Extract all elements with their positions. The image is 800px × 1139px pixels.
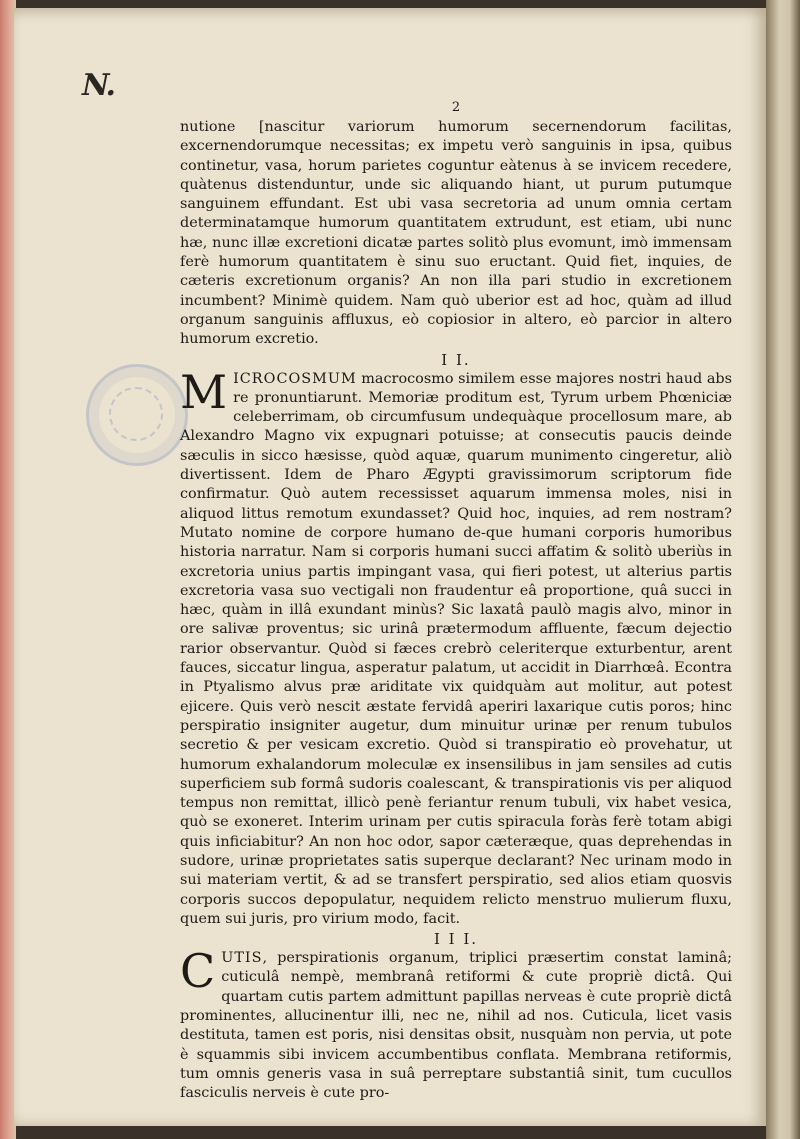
drop-cap: M bbox=[180, 364, 228, 419]
handwritten-shelf-mark: N. bbox=[82, 68, 114, 103]
lead-word: UTIS bbox=[221, 950, 263, 967]
section-heading-2: I I. bbox=[441, 350, 471, 369]
page-text bbox=[180, 100, 732, 1104]
paragraph-text: macrocosmo similem esse majores nostri haud abs re pronuntiarunt. Memoriæ proditum est, Tyrum urbem Phœniciæ celeberrimam, ob circumfusum undequàque procellosum mare, ab Alexandro Magno vix expugnari potuisse; at consecutis paucis deinde sæculis in sicco hæsisse, quòd aquæ, quarum munimento cingeretur, aliò divertissent. Idem de Pharo Ægypti gravissimorum scriptorum fide confirmatur. Quò autem recessisset aquarum immensa moles, nisi in aliquod littus remotum exundasset? Quid hoc, inquies, ad rem nostram? Mutato nomine de corpore humano de-que humani corporis humoribus historia narratur. Nam si corporis humani succi affatim & solitò uberiùs in excretoria unius partis impingant vasa, qui fieri potest, ut alterius partis excretoria vasa suo vectigali non fraudentur eâ proportione, quâ succi in hæc, quàm in illâ exundant minùs? Sic laxatâ paulò magis alvo, minor in ore salivæ proventus; sic urinâ prætermodum affluente, fæcum dejectio rarior observantur. Quòd si fæces crebrò celeriterque exturbentur, arent fauces, siccatur lingua, asperatur palatum, ut accidit in Diarrhœâ. Econtra in Ptyalismo alvus præ ariditate vix quidquàm aut molitur, aut potest ejicere. Quis verò nescit æstate fervidâ aperiri laxarique cutis poros; hinc perspiratio insigniter augetur, dum minuitur urinæ per renum tubulos secretio & per vesicam excretio. Quòd si transpiratio eò provehatur, ut humorum exhalandorum moleculæ ex insensilibus in jam sensiles ad cutis superficiem sub formâ sudoris coalescant, & transpirationis vis per aliquod tempus non remittat, illicò penè feriantur renum tubuli, vix habet vesica, quò se exoneret. Interim urinam per cutis spiracula foràs ferè totam abigi quis inficiabitur? An non hoc odor, sapor cæteræque, quas deprehendas in sudore, urinæ proprietates satis superque declarant? Nec urinam modo in sui materiam vertit, & ad se transfert perspiratio, sed alios etiam quosvis corporis succos depopulatur, nequidem relicto menstruo mulierum fluxu, quem sui juris, pro virium modo, facit. bbox=[180, 370, 732, 927]
paragraph-3 bbox=[180, 944, 732, 1103]
section-heading-3: I I I. bbox=[433, 930, 479, 949]
paragraph-text: , perspirationis organum, triplici præsertim constat laminâ; cuticulâ nempè, membranâ retiformi & cute propriè dictâ. Qui quartam cutis partem admittunt papillas nerveas è cute propriè dictâ prominentes, allucinentur illi, nec ne, nihil ad nos. Cuticula, licet vasis destituta, tamen est poris, nisi densitas obsit, nusquàm non pervia, ut pote è squammis sibi invicem accumbentibus conflata. Membrana retiformis, tum omnis generis vasa in suâ perreptare substantiâ sinit, tum cucullos fasciculis nerveis è cute pro- bbox=[180, 950, 732, 1102]
page-number: 2 bbox=[451, 100, 461, 115]
paragraph-2 bbox=[180, 364, 732, 930]
lead-word: ICROCOSMUM bbox=[233, 370, 357, 387]
drop-cap: C bbox=[180, 944, 216, 999]
paragraph-1: nutione [nascitur variorum humorum secernendorum facilitas, excernendorumque necessitas; ex impetu verò sanguinis in ipsa, quibus continetur, vasa, horum parietes coguntur eàtenus à se invicem recedere, quàtenus distenduntur, unde sic aliquando hiant, ut purum putumque sanguinem effundant. Est ubi vasa secretoria ad unum omnia certam determinatamque humorum quantitatem extrudunt, est etiam, ubi nunc hæ, nunc illæ excretioni dicatæ partes solitò plus evomunt, imò immensam ferè humorum quantitatem è sinu suo eructant. Quid fiet, inquies, de cæteris excretionum organis? An non illa pari studio in excretionem incumbent? Minimè quidem. Nam quò uberior est ad hoc, quàm ad illud organum sanguinis affluxus, eò copiosior in altero, eò parcior in altero humorum excretio. bbox=[180, 119, 732, 348]
library-stamp bbox=[86, 364, 188, 466]
book-gutter bbox=[766, 0, 800, 1139]
